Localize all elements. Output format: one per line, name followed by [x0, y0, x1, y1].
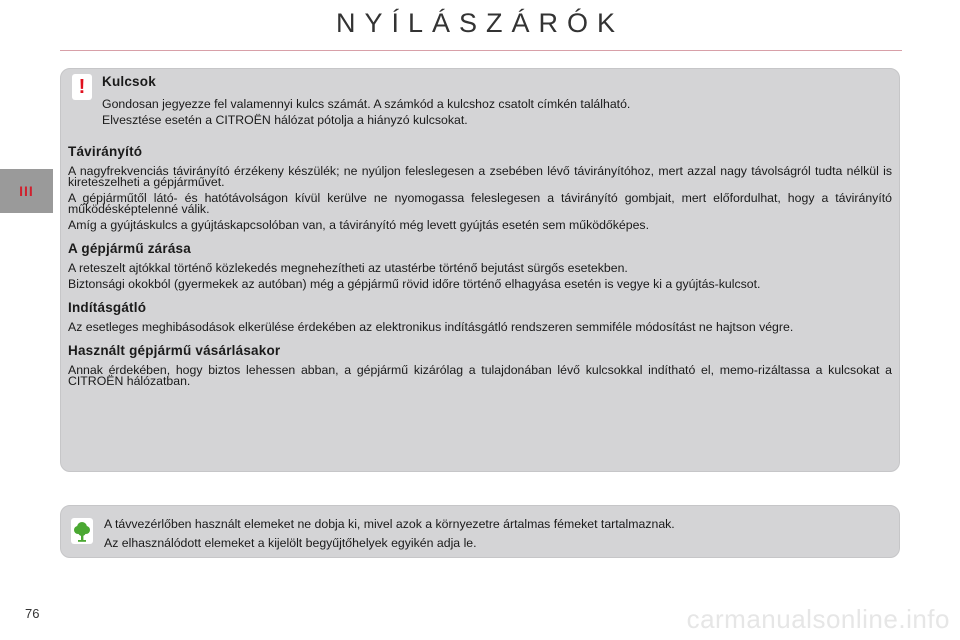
keys-paragraph: Gondosan jegyezze fel valamennyi kulcs számát. A számkód a kulcshoz csatolt címkén található.: [102, 97, 631, 111]
section-paragraph: Amíg a gyújtáskulcs a gyújtáskapcsolóban van, a távirányító még levett gyújtás esetén sem működőképes.: [68, 218, 649, 232]
keys-paragraph: Elvesztése esetén a CITROËN hálózat pótolja a hiányzó kulcsokat.: [102, 113, 468, 127]
section-used-vehicle: [68, 343, 892, 387]
section-heading: Használt gépjármű vásárlásakor: [68, 343, 281, 358]
page-title: NYÍLÁSZÁRÓK: [335, 8, 625, 38]
section-paragraph: A gépjárműtől látó- és hatótávolságon kívül kerülve ne nyomogassa feleslegesen a távirányító gombjait, mert előfordulhat, hogy a távirányító működésképtelenné válik.: [68, 191, 892, 216]
section-heading: A gépjármű zárása: [68, 241, 191, 256]
environment-paragraph: A távvezérlőben használt elemeket ne dobja ki, mivel azok a környezetre ártalmas fémeket tartalmaznak.: [104, 517, 675, 531]
section-paragraph: Biztonsági okokból (gyermekek az autóban) még a gépjármű rövid időre történő elhagyása esetén is vegye ki a gyújtás-kulcsot.: [68, 277, 761, 291]
section-paragraph: A nagyfrekvenciás távirányító érzékeny készülék; ne nyúljon feleslegesen a zsebében lévő távirányítóhoz, mert azzal nagy távolságról tudta nélkül is kireteszelheti a gépjárművet.: [68, 164, 892, 189]
section-immobiliser: [68, 300, 892, 333]
section-paragraph: A reteszelt ajtókkal történő közlekedés megnehezítheti az utastérbe történő bejutást sürgős esetekben.: [68, 261, 628, 275]
keys-note: [102, 74, 882, 128]
section-heading: Távirányító: [68, 144, 143, 159]
sections: [68, 144, 892, 397]
watermark: carmanualsonline.info: [686, 604, 950, 634]
environment-paragraph: Az elhasználódott elemeket a kijelölt begyűjtőhelyek egyikén adja le.: [104, 536, 477, 550]
section-remote-control: [68, 144, 892, 231]
environment-note: [104, 515, 884, 553]
title-divider: [60, 50, 902, 51]
exclamation-icon: !: [72, 74, 92, 100]
tree-icon: [71, 518, 93, 544]
section-paragraph: Annak érdekében, hogy biztos lehessen abban, a gépjármű kizárólag a tulajdonában lévő kulcsokkal indítható el, memo-rizáltassa a kulcsokat a CITROËN hálózatban.: [68, 363, 892, 388]
section-heading: Indításgátló: [68, 300, 147, 315]
keys-heading: Kulcsok: [102, 74, 156, 89]
section-paragraph: Az esetleges meghibásodások elkerülése érdekében az elektronikus indításgátló rendszeren semmiféle módosítást ne hajtson végre.: [68, 320, 794, 334]
chapter-tab[interactable]: III: [0, 169, 53, 213]
page-number: 76: [25, 606, 40, 621]
section-vehicle-locking: [68, 241, 892, 290]
